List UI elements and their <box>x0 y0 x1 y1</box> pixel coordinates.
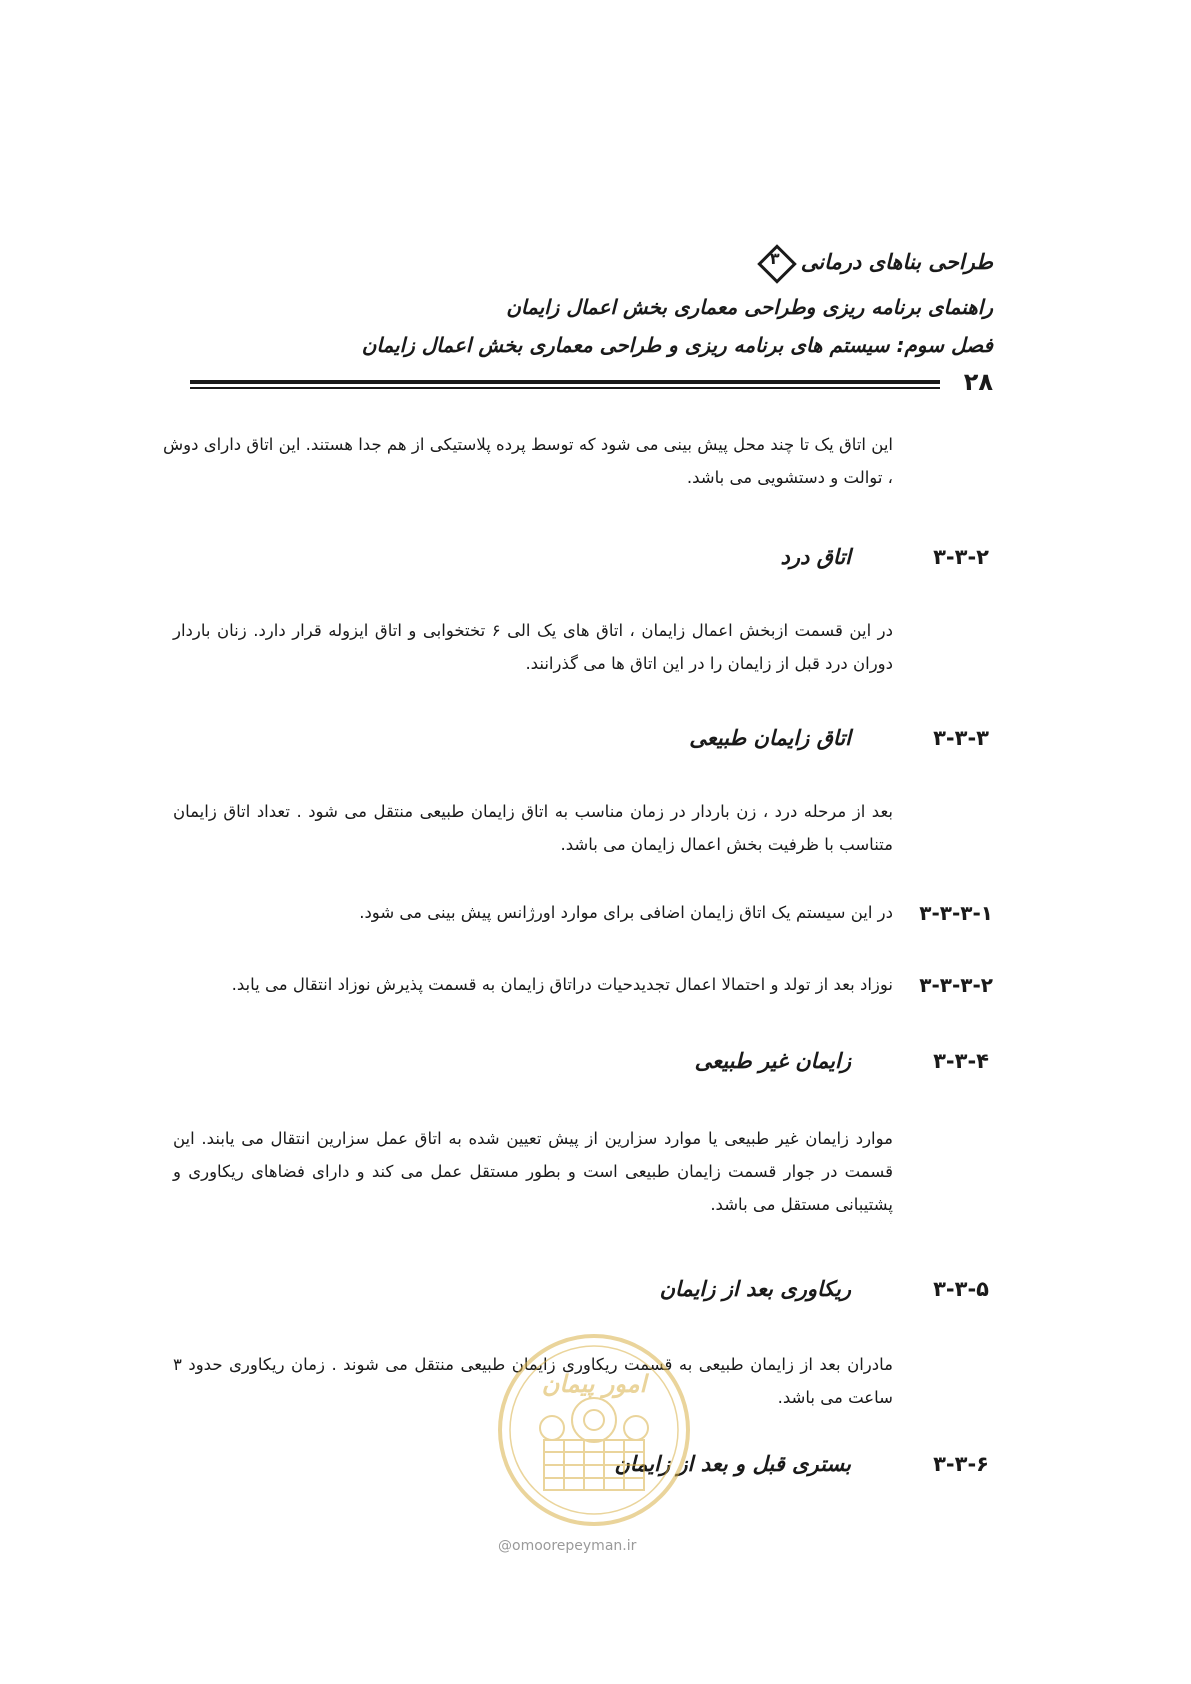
header-rule-thick <box>190 380 940 384</box>
chapter-title: فصل سوم: سیستم های برنامه ریزی و طراحی معماری بخش اعمال زایمان <box>361 333 993 357</box>
section-title: زایمان غیر طبیعی <box>694 1049 851 1073</box>
page-number: ۲۸ <box>963 368 993 396</box>
book-subtitle: راهنمای برنامه ریزی وطراحی معماری بخش اعمال زایمان <box>506 295 993 319</box>
section-paragraph: مادران بعد از زایمان طبیعی به قسمت ریکاوری زایمان طبیعی منتقل می شوند . زمان ریکاوری حدود ۳ ساعت می باشد. <box>173 1355 893 1407</box>
section-title: بستری قبل و بعد از زایمان <box>614 1452 851 1476</box>
section-paragraph: موارد زایمان غیر طبیعی یا موارد سزارین از پیش تعیین شده به اتاق عمل سزارین انتقال می یابند. این قسمت در جوار قسمت زایمان طبیعی است و بطور مستقل عمل می کند و دارای فضاهای ریکاوری و پشتیبانی مستقل می باشد. <box>173 1129 893 1214</box>
item-text: در این سیستم یک اتاق زایمان اضافی برای موارد اورژانس پیش بینی می شود. <box>359 903 893 922</box>
volume-number: ۳ <box>769 249 780 268</box>
watermark-url: @omoorepeyman.ir <box>498 1538 637 1554</box>
item-number: ۳-۳-۳-۲ <box>919 973 993 997</box>
section-number: ۳-۳-۶ <box>933 1452 989 1476</box>
stamp-text: امور پیمان <box>541 1370 647 1398</box>
header-rule-thin <box>190 387 940 389</box>
section-number: ۳-۳-۴ <box>933 1049 989 1073</box>
section-title: اتاق درد <box>780 545 851 569</box>
book-title-text: طراحی بناهای درمانی <box>800 250 993 274</box>
volume-badge <box>759 246 791 278</box>
book-title <box>759 246 993 278</box>
intro-paragraph: این اتاق یک تا چند محل پیش بینی می شود که توسط پرده پلاستیکی از هم جدا هستند. این اتاق دارای دوش ، توالت و دستشویی می باشد. <box>163 435 893 487</box>
section-number: ۳-۳-۲ <box>933 545 989 569</box>
section-title: اتاق زایمان طبیعی <box>689 726 851 750</box>
watermark-stamp-icon <box>494 1330 694 1530</box>
item-number: ۳-۳-۳-۱ <box>919 901 993 925</box>
section-paragraph: بعد از مرحله درد ، زن باردار در زمان مناسب به اتاق زایمان طبیعی منتقل می شود . تعداد اتاق زایمان متناسب با ظرفیت بخش اعمال زایمان می باشد. <box>173 802 893 854</box>
section-number: ۳-۳-۵ <box>933 1277 989 1301</box>
header-rule <box>190 378 940 392</box>
item-text: نوزاد بعد از تولد و احتمالا اعمال تجدیدحیات دراتاق زایمان به قسمت پذیرش نوزاد انتقال می یابد. <box>231 975 893 994</box>
section-number: ۳-۳-۳ <box>933 726 989 750</box>
section-paragraph: در این قسمت ازبخش اعمال زایمان ، اتاق های یک الی ۶ تختخوابی و اتاق ایزوله قرار دارد. زنان باردار دوران درد قبل از زایمان را در این اتاق ها می گذرانند. <box>173 621 893 673</box>
section-title: ریکاوری بعد از زایمان <box>659 1277 851 1301</box>
